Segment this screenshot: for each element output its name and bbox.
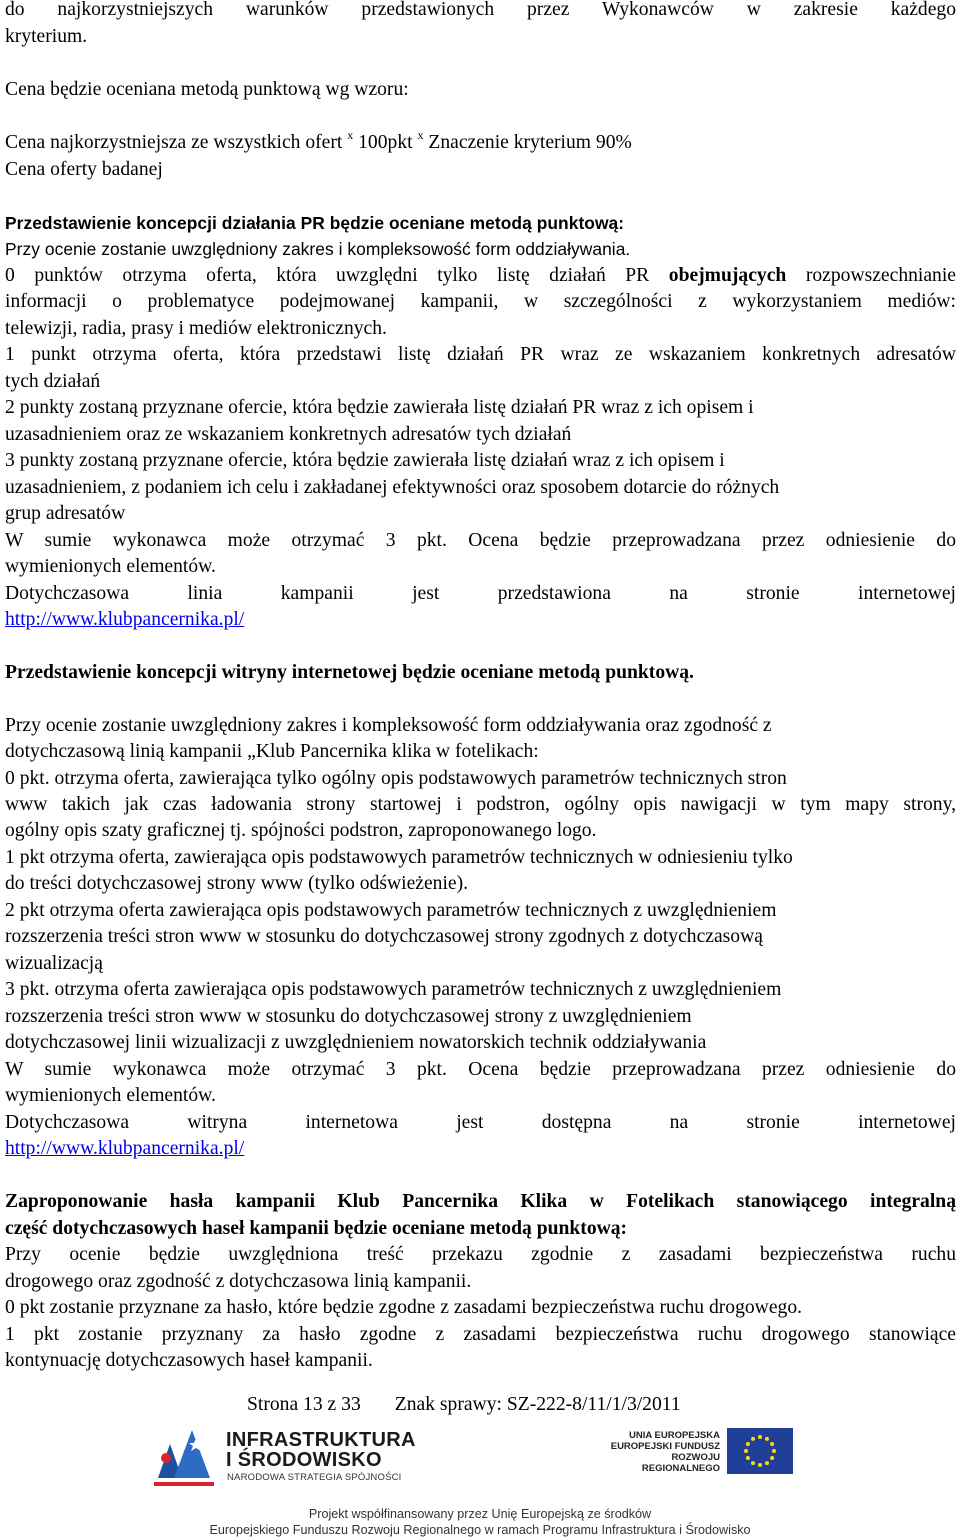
text-line: ogólny opis szaty graficznej tj. spójności podstron, zaproponowanego logo.	[5, 820, 597, 841]
text-line: dotychczasową linią kampanii „Klub Pancernika klika w fotelikach:	[5, 741, 539, 762]
text-line: 3 pkt. otrzyma oferta zawierająca opis podstawowych parametrów technicznych z uwzględnieniem	[5, 979, 782, 1000]
eu-star	[758, 1463, 762, 1467]
text-line: 2 pkt otrzyma oferta zawierająca opis podstawowych parametrów technicznych z uwzględnieniem	[5, 900, 777, 921]
eu-star	[746, 1442, 750, 1446]
text-line: informacji o problematyce podejmowanej kampanii, w szczególności z wykorzystaniem mediów:	[5, 291, 956, 312]
page-number: Strona 13 z 33	[247, 1394, 361, 1415]
blank-line	[5, 50, 956, 76]
text-line: Dotychczasowa witryna internetowa jest dostępna na stronie internetowej	[5, 1112, 956, 1133]
eu-logo-line1: UNIA EUROPEJSKA	[629, 1430, 720, 1441]
text-segment: rozpowszechnianie	[786, 265, 956, 286]
section-heading: Przedstawienie koncepcji witryny internetowej będzie oceniane metodą punktową.	[5, 662, 694, 683]
infrastruktura-logo	[152, 1424, 416, 1486]
text-line: uzasadnieniem oraz ze wskazaniem konkretnych adresatów tych działań	[5, 424, 572, 445]
infrastruktura-logo-icon	[152, 1424, 216, 1486]
text-line: W sumie wykonawca może otrzymać 3 pkt. Ocena będzie przeprowadzana przez odniesienie do	[5, 530, 956, 551]
eu-star	[746, 1456, 750, 1460]
text-line: wymienionych elementów.	[5, 556, 216, 577]
text-line: Cena będzie oceniana metodą punktową wg wzoru:	[5, 79, 409, 100]
text-line: do treści dotychczasowej strony www (tylko odświeżenie).	[5, 873, 469, 894]
text-line: drogowego oraz zgodność z dotychczasowa linią kampanii.	[5, 1271, 472, 1292]
logo-left-line1: INFRASTRUKTURA	[226, 1429, 416, 1451]
eu-star	[765, 1461, 769, 1465]
formula-text: 100pkt	[353, 132, 418, 153]
text-line: tych działań	[5, 371, 101, 392]
eu-star	[751, 1437, 755, 1441]
text-line: grup adresatów	[5, 503, 126, 524]
text-line: kryterium.	[5, 26, 88, 47]
text-line: do najkorzystniejszych warunków przedstawionych przez Wykonawców w zakresie każdego	[5, 0, 956, 20]
eu-star	[758, 1435, 762, 1439]
project-note-line2: Europejskiego Funduszu Rozwoju Regionalnego w ramach Programu Infrastruktura i Środowisko	[209, 1523, 751, 1537]
case-number: Znak sprawy: SZ-222-8/11/1/3/2011	[394, 1394, 681, 1415]
website-link[interactable]: http://www.klubpancernika.pl/	[5, 1138, 245, 1159]
website-link-line	[5, 607, 956, 633]
eu-logo	[600, 1428, 800, 1476]
section-heading: Przedstawienie koncepcji działania PR będzie oceniane metodą punktową:	[5, 213, 625, 233]
text-line: uzasadnieniem, z podaniem ich celu i zakładanej efektywności oraz sposobem dotarcie do różnych	[5, 477, 780, 498]
text-line: kontynuację dotychczasowych haseł kampanii.	[5, 1350, 373, 1371]
text-line: 1 pkt otrzyma oferta, zawierająca opis podstawowych parametrów technicznych w odniesieniu tylko	[5, 847, 793, 868]
text-line: 3 punkty zostaną przyznane ofercie, która będzie zawierała listę działań wraz z ich opisem i	[5, 450, 725, 471]
eu-star	[744, 1449, 748, 1453]
eu-star	[770, 1456, 774, 1460]
formula-text: Cena najkorzystniejsza ze wszystkich ofert	[5, 132, 348, 153]
blank-line	[5, 686, 956, 712]
text-line: rozszerzenia treści stron www w stosunku do dotychczasowej strony zgodnych z dotychczasową	[5, 926, 763, 947]
price-formula	[5, 130, 956, 157]
text-line: rozszerzenia treści stron www w stosunku do dotychczasowej strony z uwzględnieniem	[5, 1006, 692, 1027]
text-line	[5, 263, 956, 289]
text-line: dotychczasowej linii wizualizacji z uwzględnieniem nowatorskich technik oddziaływania	[5, 1032, 707, 1053]
blank-line	[5, 1163, 956, 1189]
formula-text: Znaczenie kryterium 90%	[423, 132, 632, 153]
eu-star	[770, 1442, 774, 1446]
eu-logo-line2: EUROPEJSKI FUNDUSZ	[610, 1441, 720, 1452]
text-line: 1 pkt zostanie przyznany za hasło zgodne z zasadami bezpieczeństwa ruchu drogowego stanowiące	[5, 1324, 956, 1345]
eu-star	[751, 1461, 755, 1465]
text-line: wymienionych elementów.	[5, 1085, 216, 1106]
logo-left-line2: I ŚRODOWISKO	[226, 1449, 382, 1471]
blank-line	[5, 634, 956, 660]
website-link[interactable]: http://www.klubpancernika.pl/	[5, 609, 245, 630]
text-line: Cena oferty badanej	[5, 159, 163, 180]
eu-logo-text	[600, 1430, 720, 1474]
bold-segment: obejmujących	[668, 265, 787, 286]
text-line: 2 punkty zostaną przyznane ofercie, która będzie zawierała listę działań PR wraz z ich opisem i	[5, 397, 754, 418]
multiply-sign: x	[347, 128, 354, 142]
page-footer	[247, 1392, 681, 1418]
eu-flag-icon	[727, 1428, 793, 1474]
text-line: www takich jak czas ładowania strony startowej i podstron, ogólny opis nawigacji w tym mapy strony,	[5, 794, 956, 815]
eu-logo-line3: ROZWOJU REGIONALNEGO	[641, 1452, 720, 1474]
text-line: 1 punkt otrzyma oferta, która przedstawi listę działań PR wraz ze wskazaniem konkretnych adresatów	[5, 344, 956, 365]
text-line: 0 pkt. otrzyma oferta, zawierająca tylko ogólny opis podstawowych parametrów technicznych stron	[5, 768, 787, 789]
project-note-line1: Projekt współfinansowany przez Unię Europejską ze środków	[308, 1507, 652, 1521]
text-line: Przy ocenie zostanie uwzględniony zakres i kompleksowość form oddziaływania.	[5, 239, 631, 259]
text-line: Przy ocenie zostanie uwzględniony zakres i kompleksowość form oddziaływania oraz zgodność z	[5, 715, 772, 736]
text-line: Dotychczasowa linia kampanii jest przedstawiona na stronie internetowej	[5, 583, 956, 604]
text-line: telewizji, radia, prasy i mediów elektronicznych.	[5, 318, 387, 339]
eu-star	[772, 1449, 776, 1453]
text-line: wizualizacją	[5, 953, 103, 974]
blank-line	[5, 183, 956, 209]
text-line: W sumie wykonawca może otrzymać 3 pkt. Ocena będzie przeprowadzana przez odniesienie do	[5, 1059, 956, 1080]
multiply-sign: x	[417, 128, 424, 142]
blank-line	[5, 103, 956, 129]
logo-left-line3: NARODOWA STRATEGIA SPÓJNOŚCI	[227, 1472, 402, 1483]
text-line: Przy ocenie będzie uwzględniona treść przekazu zgodnie z zasadami bezpieczeństwa ruchu	[5, 1244, 956, 1265]
section-heading: Zaproponowanie hasła kampanii Klub Pancernika Klika w Fotelikach stanowiącego integralną	[5, 1191, 956, 1212]
eu-star	[765, 1437, 769, 1441]
section-heading: część dotychczasowych haseł kampanii będzie oceniane metodą punktową:	[5, 1218, 628, 1239]
text-segment: 0 punktów otrzyma oferta, która uwzględni tylko listę działań PR	[5, 265, 669, 286]
website-link-line	[5, 1136, 956, 1162]
text-line: 0 pkt zostanie przyznane za hasło, które będzie zgodne z zasadami bezpieczeństwa ruchu drogowego.	[5, 1297, 803, 1318]
